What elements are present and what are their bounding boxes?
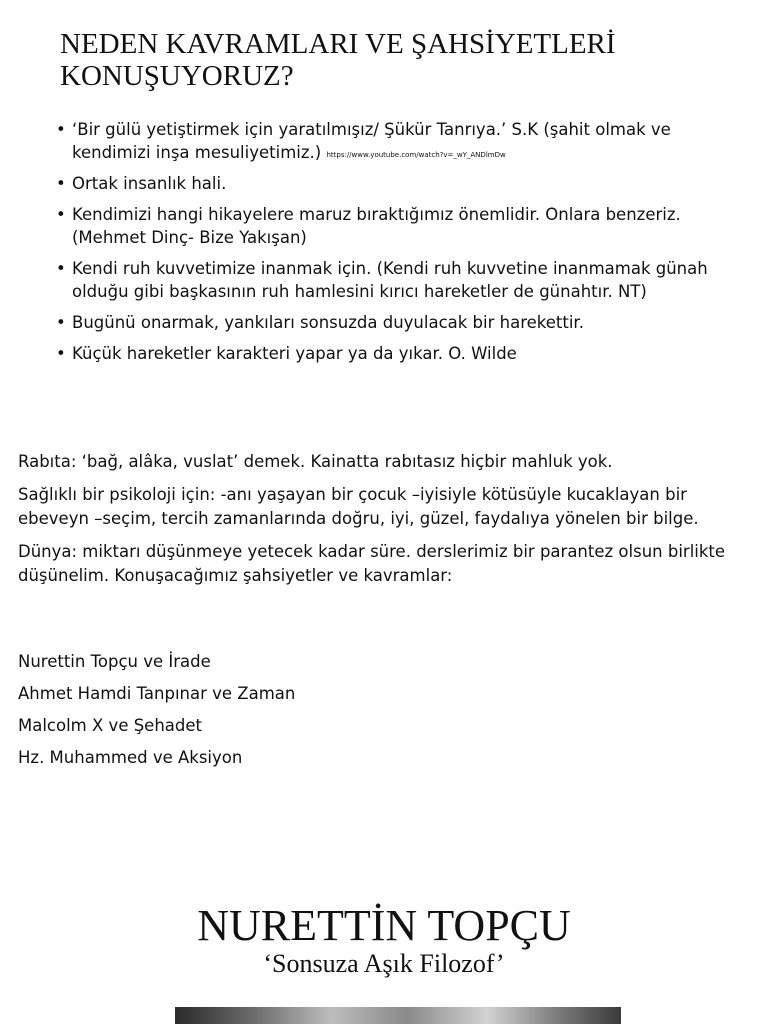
bullet-item (56, 118, 746, 164)
topic-item: Ahmet Hamdi Tanpınar ve Zaman (18, 684, 296, 703)
bullet-icon: • (56, 313, 66, 332)
bullet-icon: • (56, 344, 66, 363)
bullet-text: ‘Bir gülü yetiştirmek için yaratılmışız/ Şükür Tanrıya.’ S.K (şahit olmak ve kendimizi inşa mesuliyetimiz.) (72, 120, 671, 162)
portrait-photo (175, 1007, 621, 1024)
bullet-text: Bugünü onarmak, yankıları sonsuzda duyulacak bir harekettir. (72, 313, 584, 332)
bullet-icon: • (56, 205, 66, 224)
bullet-text: Kendimizi hangi hikayelere maruz bıraktığımız önemlidir. Onlara benzeriz. (Mehmet Dinç- Bize Yakışan) (72, 205, 681, 247)
topic-list (18, 650, 758, 778)
bullet-text: Küçük hareketler karakteri yapar ya da yıkar. O. Wilde (72, 344, 517, 363)
topic-item: Hz. Muhammed ve Aksiyon (18, 748, 243, 767)
bullet-icon: • (56, 174, 66, 193)
youtube-link[interactable]: https://www.youtube.com/watch?v=_wY_ANDlmDw (326, 151, 506, 159)
bullet-item (56, 342, 746, 365)
bullet-item (56, 172, 746, 195)
page-title: NEDEN KAVRAMLARI VE ŞAHSİYETLERİ KONUŞUYORUZ? (60, 28, 616, 92)
paragraph-rabita: Rabıta: ‘bağ, alâka, vuslat’ demek. Kainatta rabıtasız hiçbir mahluk yok. (18, 452, 613, 471)
bullet-icon: • (56, 259, 66, 278)
bullet-text: Ortak insanlık hali. (72, 174, 227, 193)
bullet-icon: • (56, 120, 66, 139)
bullet-item (56, 311, 746, 334)
bullet-item (56, 203, 746, 249)
topic-item: Malcolm X ve Şehadet (18, 716, 202, 735)
section-subtitle: ‘Sonsuza Aşık Filozof’ (263, 949, 505, 978)
paragraph-psikoloji: Sağlıklı bir psikoloji için: -anı yaşayan bir çocuk –iyisiyle kötüsüyle kucaklayan bir ebeveyn –seçim, tercih zamanlarında doğru, iyi, güzel, faydalıya yönelen bir bilge. (18, 485, 699, 528)
section-title: NURETTİN TOPÇU (197, 901, 571, 950)
bullet-text: Kendi ruh kuvvetimize inanmak için. (Kendi ruh kuvvetine inanmamak günah olduğu gibi başkasının ruh hamlesini kırıcı hareketler de günahtır. NT) (72, 259, 708, 301)
topic-item: Nurettin Topçu ve İrade (18, 652, 211, 671)
body-paragraphs (18, 450, 758, 597)
bullet-list (56, 118, 746, 373)
paragraph-dunya: Dünya: miktarı düşünmeye yetecek kadar süre. derslerimiz bir parantez olsun birlikte düşünelim. Konuşacağımız şahsiyetler ve kavramlar: (18, 542, 726, 585)
bullet-item (56, 257, 746, 303)
